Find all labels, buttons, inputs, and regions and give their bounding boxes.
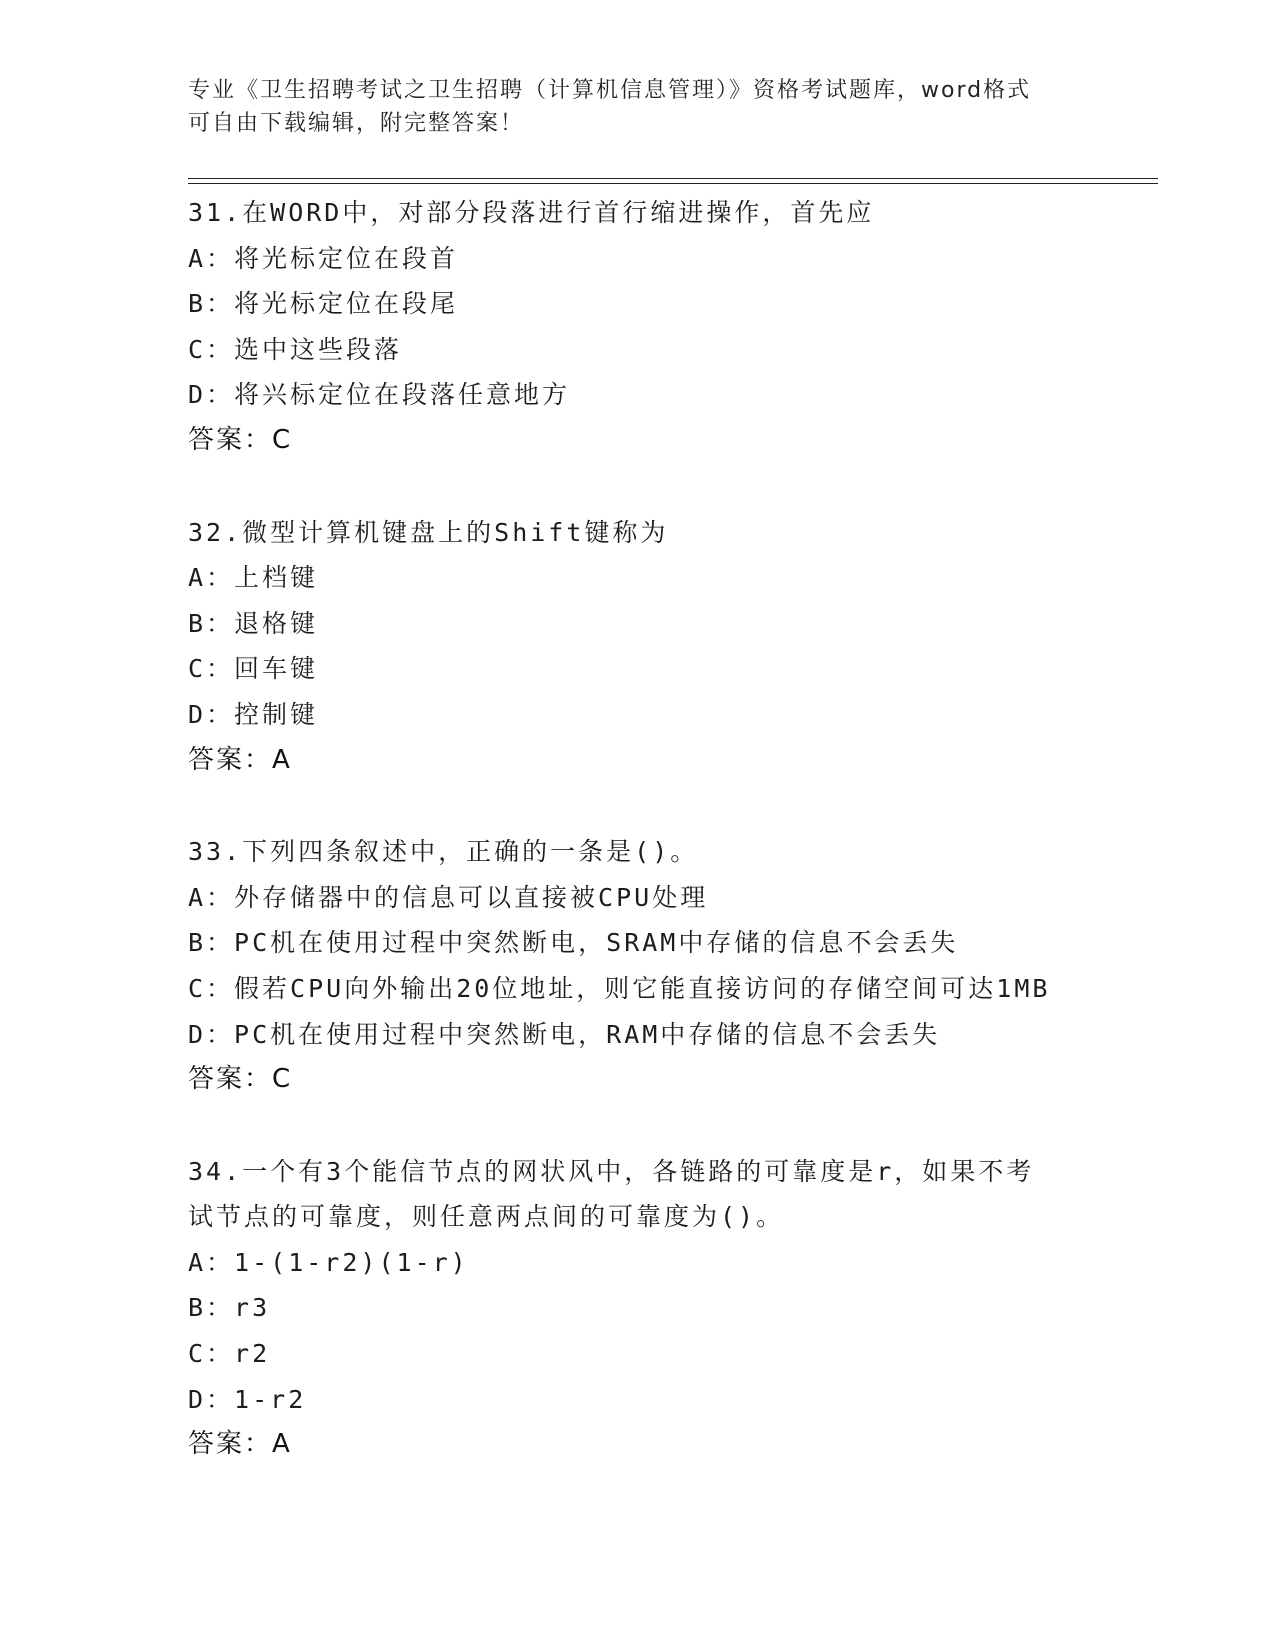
question-stem-line: 34.一个有3个能信节点的网状风中，各链路的可靠度是r，如果不考 <box>188 1156 1035 1186</box>
option-c: C：假若CPU向外输出20位地址，则它能直接访问的存储空间可达1MB <box>188 973 1051 1003</box>
answer-label: 答案：A <box>188 744 292 775</box>
option-a: A：将光标定位在段首 <box>188 243 459 273</box>
question-31 <box>188 190 1188 464</box>
option-a: A：上档键 <box>188 563 319 593</box>
question-stem-line: 31.在WORD中，对部分段落进行首行缩进操作，首先应 <box>188 198 875 227</box>
option-b: B：r3 <box>188 1293 271 1323</box>
header-line-1: 专业《卫生招聘考试之卫生招聘（计算机信息管理）》资格考试题库，word格式 <box>188 78 1032 103</box>
question-stem <box>188 190 1188 236</box>
option-a: A：1-(1-r2)(1-r) <box>188 1247 469 1277</box>
question-stem <box>188 510 1188 556</box>
option-c: C：回车键 <box>188 654 319 684</box>
header-divider-bottom <box>188 183 1158 184</box>
option-d: D：将兴标定位在段落任意地方 <box>188 380 571 410</box>
answer-label: 答案：A <box>188 1429 292 1460</box>
question-32 <box>188 510 1188 784</box>
question-33 <box>188 829 1188 1103</box>
option-c: C：r2 <box>188 1339 271 1369</box>
question-stem-line: 33.下列四条叙述中，正确的一条是()。 <box>188 837 699 867</box>
option-d: D：1-r2 <box>188 1384 307 1414</box>
question-stem-line: 试节点的可靠度，则任意两点间的可靠度为()。 <box>188 1202 785 1232</box>
answer-label: 答案：C <box>188 1064 293 1095</box>
option-c: C：选中这些段落 <box>188 334 403 364</box>
document-header <box>188 74 1088 140</box>
option-b: B：将光标定位在段尾 <box>188 289 459 319</box>
question-34 <box>188 1149 1188 1468</box>
option-b: B：PC机在使用过程中突然断电，SRAM中存储的信息不会丢失 <box>188 928 959 958</box>
question-stem <box>188 829 1188 875</box>
answer-label: 答案：C <box>188 424 293 455</box>
option-b: B：退格键 <box>188 608 319 638</box>
question-stem-line: 32.微型计算机键盘上的Shift键称为 <box>188 517 669 547</box>
header-divider-top <box>188 178 1158 179</box>
option-a: A：外存储器中的信息可以直接被CPU处理 <box>188 882 709 912</box>
option-d: D：PC机在使用过程中突然断电，RAM中存储的信息不会丢失 <box>188 1019 941 1049</box>
question-list <box>188 190 1188 1514</box>
question-stem <box>188 1149 1188 1240</box>
option-d: D：控制键 <box>188 699 319 729</box>
header-line-2: 可自由下载编辑，附完整答案！ <box>188 111 525 136</box>
